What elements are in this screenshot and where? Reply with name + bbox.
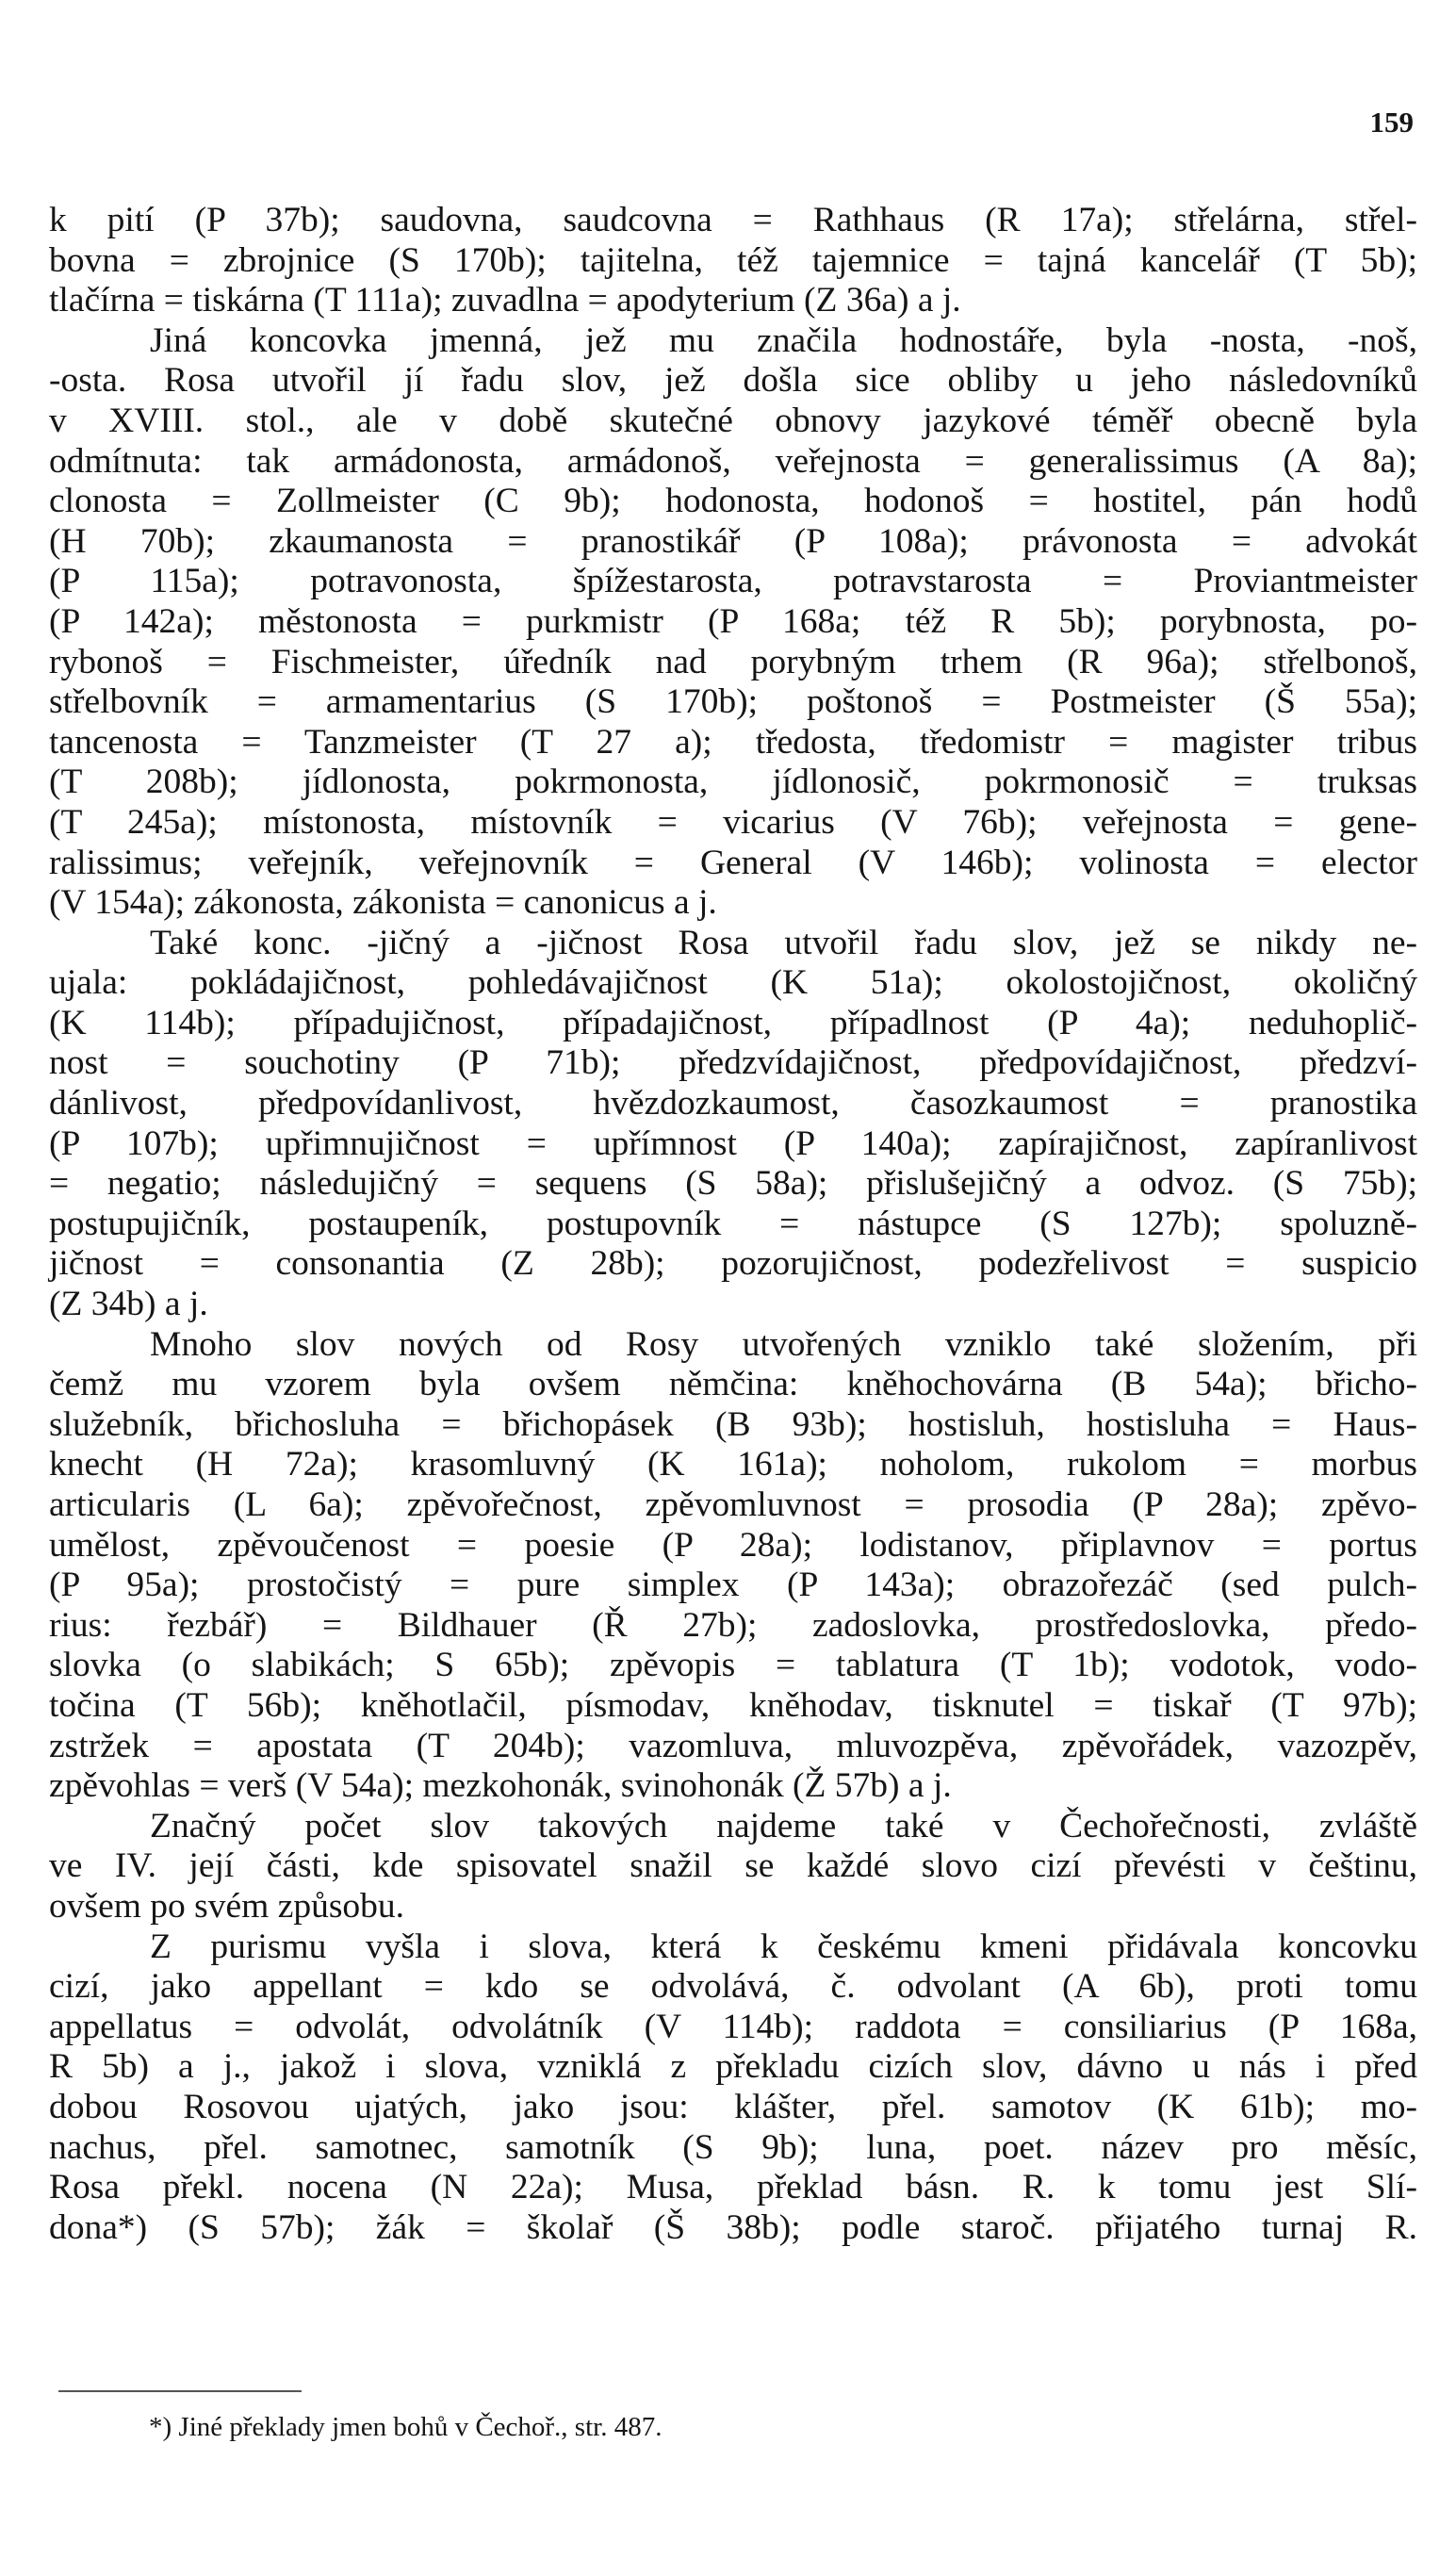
text-line: dona*) (S 57b); žák = školař (Š 38b); podle staroč. přijatého turnaj R. [49, 2207, 1417, 2247]
text-line: (P 95a); prostočistý = pure simplex (P 143a); obrazořezáč (sed pulch- [49, 1566, 1417, 1605]
text-line: (K 114b); případujičnost, případajičnost, případlnost (P 4a); neduhoplič- [49, 1003, 1417, 1042]
text-line: (P 142a); městonosta = purkmistr (P 168a; též R 5b); porybnosta, po- [49, 601, 1417, 641]
text-line: dánlivost, předpovídanlivost, hvězdozkaumost, časozkaumost = pranostika [49, 1084, 1417, 1123]
text-line: rius: řezbář) = Bildhauer (Ř 27b); zadoslovka, prostředoslovka, předo- [49, 1605, 1417, 1645]
text-line: -osta. Rosa utvořil jí řadu slov, jež došla sice obliby u jeho následovníků [49, 361, 1417, 401]
text-line: rybonoš = Fischmeister, úředník nad porybným trhem (R 96a); střelbonoš, [49, 642, 1417, 681]
text-line: ujala: pokládajičnost, pohledávajičnost (K 51a); okolostojičnost, okoličný [49, 963, 1417, 1003]
text-line: bovna = zbrojnice (S 170b); tajitelna, též tajemnice = tajná kancelář (T 5b); [49, 240, 1417, 280]
text-line: R 5b) a j., jakož i slova, vzniklá z překladu cizích slov, dávno u nás i před [49, 2047, 1417, 2087]
text-line: Značný počet slov takových najdeme také v Čechořečnosti, zvláště [150, 1806, 1417, 1845]
text-line: Jiná koncovka jmenná, jež mu značila hodnostáře, byla -nosta, -noš, [150, 320, 1417, 360]
text-line: Z purismu vyšla i slova, která k českému kmeni přidávala koncovku [150, 1927, 1417, 1966]
text-line: nachus, přel. samotnec, samotník (S 9b); luna, poet. název pro měsíc, [49, 2127, 1417, 2167]
text-line: Rosa překl. nocena (N 22a); Musa, překlad básn. R. k tomu jest Slí- [49, 2168, 1417, 2207]
body-text [49, 201, 1417, 2248]
text-line: ralissimus; veřejník, veřejnovník = General (V 146b); volinosta = elector [49, 843, 1417, 882]
text-line: (P 115a); potravonosta, špížestarosta, potravstarosta = Proviantmeister [49, 562, 1417, 601]
text-line: (Z 34b) a j. [49, 1285, 208, 1324]
text-line: (P 107b); upřimnujičnost = upřímnost (P 140a); zapírajičnost, zapíranlivost [49, 1123, 1417, 1163]
text-line: (H 70b); zkaumanosta = pranostikář (P 108a); právonosta = advokát [49, 521, 1417, 561]
text-line: čemž mu vzorem byla ovšem němčina: kněhochovárna (B 54a); břicho- [49, 1365, 1417, 1404]
text-line: k pití (P 37b); saudovna, saudcovna = Rathhaus (R 17a); střelárna, střel- [49, 201, 1417, 239]
text-line: nost = souchotiny (P 71b); předzvídajičnost, předpovídajičnost, předzví- [49, 1043, 1417, 1083]
text-line: služebník, břichosluha = břichopásek (B 93b); hostisluh, hostisluha = Haus- [49, 1404, 1417, 1444]
text-line: (T 208b); jídlonosta, pokrmonosta, jídlonosič, pokrmonosič = truksas [49, 763, 1417, 802]
text-line: zpěvohlas = verš (V 54a); mezkohonák, svinohonák (Ž 57b) a j. [49, 1766, 952, 1806]
text-line: zstržek = apostata (T 204b); vazomluva, mluvozpěva, zpěvořádek, vazozpěv, [49, 1726, 1417, 1765]
text-line: Mnoho slov nových od Rosy utvořených vzniklo také složením, při [150, 1324, 1417, 1364]
text-line: Také konc. -jičný a -jičnost Rosa utvořil řadu slov, jež se nikdy ne- [150, 923, 1417, 962]
footnote: *) Jiné překlady jmen bohů v Čechoř., str. 487. [149, 2412, 663, 2442]
text-line: appellatus = odvolát, odvolátník (V 114b); raddota = consiliarius (P 168a, [49, 2007, 1417, 2046]
text-line: (T 245a); místonosta, místovník = vicarius (V 76b); veřejnosta = gene- [49, 802, 1417, 842]
text-line: articularis (L 6a); zpěvořečnost, zpěvomluvnost = prosodia (P 28a); zpěvo- [49, 1485, 1417, 1524]
text-line: postupujičník, postaupeník, postupovník = nástupce (S 127b); spoluzně- [49, 1204, 1417, 1243]
text-line: (V 154a); zákonosta, zákonista = canonicus a j. [49, 883, 717, 923]
text-line: střelbovník = armamentarius (S 170b); poštonoš = Postmeister (Š 55a); [49, 682, 1417, 722]
text-line: slovka (o slabikách; S 65b); zpěvopis = tablatura (T 1b); vodotok, vodo- [49, 1646, 1417, 1685]
footnote-divider [58, 2390, 302, 2392]
text-line: točina (T 56b); kněhotlačil, písmodav, kněhodav, tisknutel = tiskař (T 97b); [49, 1685, 1417, 1725]
text-line: ovšem po svém způsobu. [49, 1886, 405, 1926]
text-line: tancenosta = Tanzmeister (T 27 a); tředosta, tředomistr = magister tribus [49, 722, 1417, 762]
text-line: dobou Rosovou ujatých, jako jsou: klášter, přel. samotov (K 61b); mo- [49, 2087, 1417, 2126]
page-number: 159 [1369, 106, 1414, 139]
text-line: clonosta = Zollmeister (C 9b); hodonosta, hodonoš = hostitel, pán hodů [49, 482, 1417, 521]
text-line: umělost, zpěvoučenost = poesie (P 28a); lodistanov, připlavnov = portus [49, 1525, 1417, 1565]
text-line: v XVIII. stol., ale v době skutečné obnovy jazykové téměř obecně byla [49, 401, 1417, 440]
text-line: tlačírna = tiskárna (T 111a); zuvadlna = apodyterium (Z 36a) a j. [49, 281, 961, 320]
text-line: cizí, jako appellant = kdo se odvolává, č. odvolant (A 6b), proti tomu [49, 1967, 1417, 2007]
text-line: = negatio; následujičný = sequens (S 58a); přislušejičný a odvoz. (S 75b); [49, 1164, 1417, 1204]
text-line: odmítnuta: tak armádonosta, armádonoš, veřejnosta = generalissimus (A 8a); [49, 441, 1417, 481]
text-line: jičnost = consonantia (Z 28b); pozorujičnost, podezřelivost = suspicio [49, 1244, 1417, 1284]
text-line: ve IV. její části, kde spisovatel snažil se každé slovo cizí převésti v češtinu, [49, 1846, 1417, 1886]
text-line: knecht (H 72a); krasomluvný (K 161a); noholom, rukolom = morbus [49, 1445, 1417, 1484]
